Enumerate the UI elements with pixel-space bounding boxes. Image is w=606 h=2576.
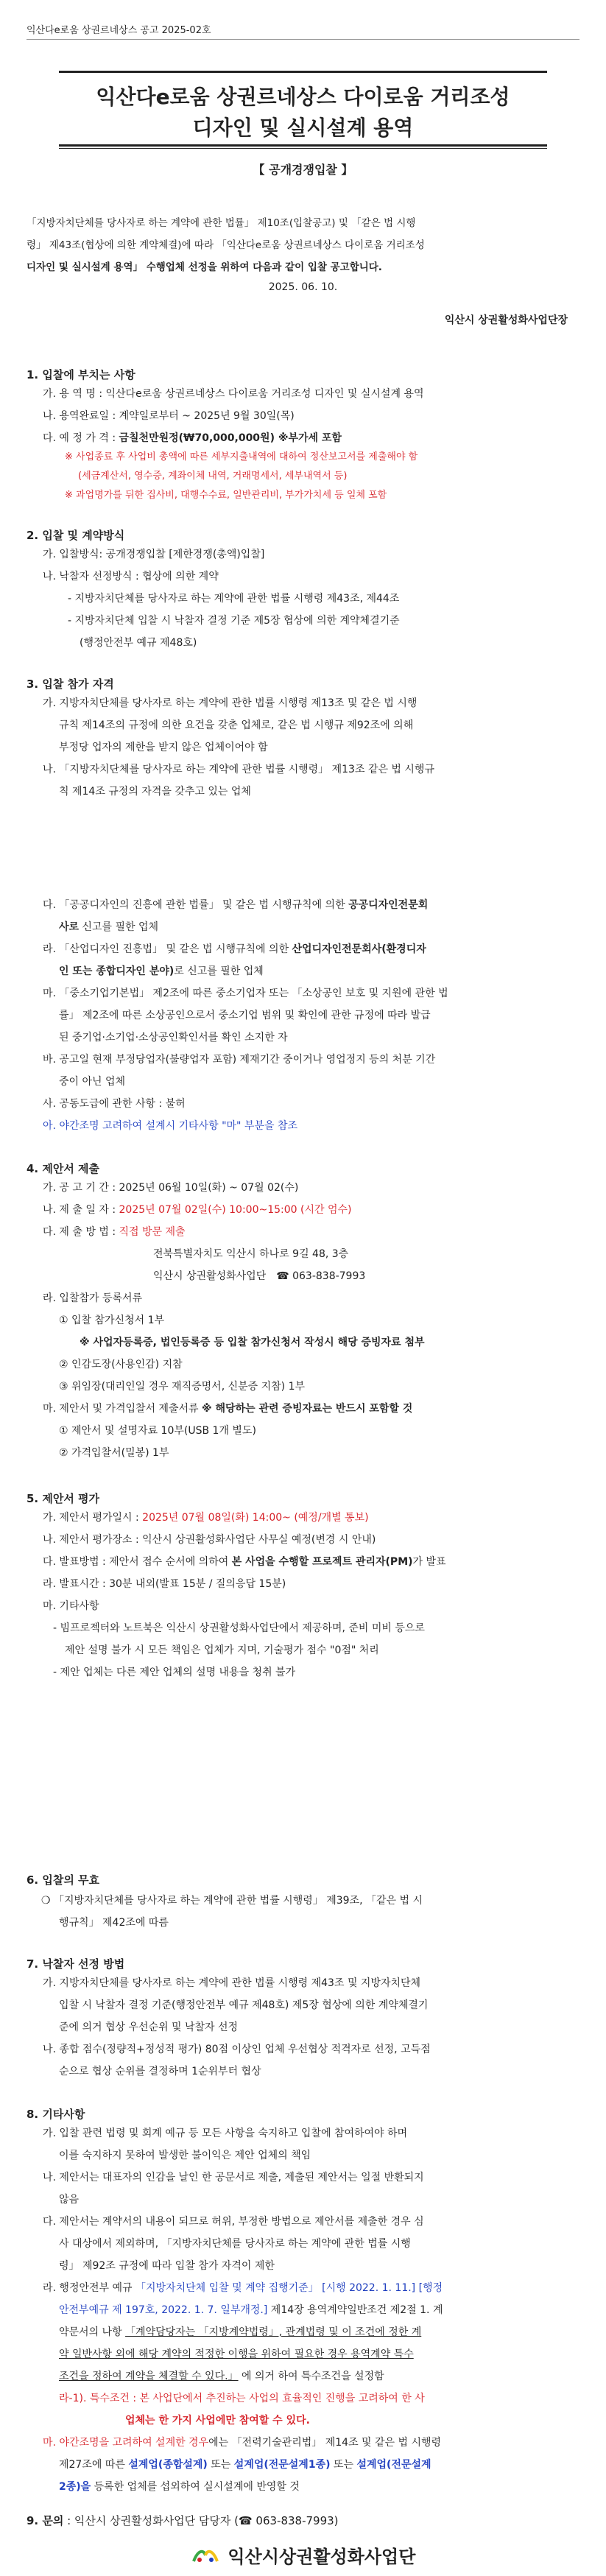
s3-item-f2: 중이 아닌 업체: [59, 1076, 126, 1088]
s3-item-c2: 사로 신고를 필한 업체: [59, 921, 159, 933]
section-4-title: 4. 제안서 제출: [27, 1162, 100, 1175]
s3-item-e2: 률」 제2조에 따른 소상공인으로서 중소기업 범위 및 확인에 관한 규정에 따라 발급: [59, 1010, 431, 1021]
s8-item-e2: 제27조에 따른 설계업(종합설계) 또는 설계업(전문설계1종) 또는 설계업(전문설계: [59, 2459, 431, 2471]
s8-item-e3: 2종)을 등록한 업체를 섭외하여 실시설계에 반영할 것: [59, 2481, 300, 2493]
s8-item-e1: 마. 야간조명을 고려하여 설계한 경우에는 「전력기술관리법」 제14조 및 같은 법 시행령: [43, 2437, 442, 2449]
section-2-title: 2. 입찰 및 계약방식: [27, 529, 125, 542]
s8-item-d-sub2: 업체는 한 가지 사업에만 참여할 수 있다.: [125, 2415, 310, 2427]
s5-item-e2: - 제안 업체는 다른 제안 업체의 설명 내용을 청취 불가: [53, 1667, 296, 1678]
s4-item-d3: ③ 위임장(대리인일 경우 재직증명서, 신분증 지참) 1부: [59, 1381, 306, 1393]
s3-item-c1: 다. 「공공디자인의 진흥에 관한 법률」 및 같은 법 시행규칙에 의한 공공디자인전문회: [43, 899, 429, 911]
s8-item-c3: 령」 제92조 규정에 따라 입찰 참가 자격이 제한: [59, 2260, 275, 2272]
s8-item-d1: 라. 행정안전부 예규 「지방자치단체 입찰 및 계약 집행기준」 [시행 2022. 1. 11.] [행정: [43, 2282, 443, 2294]
document-title-line1: 익산다e로움 상권르네상스 다이로움 거리조성: [96, 85, 510, 109]
evaluation-date: 2025년 07월 08일(화) 14:00~ (예정/개별 통보): [142, 1512, 369, 1524]
s3-item-f1: 바. 공고일 현재 부정당업자(불량업자 포함) 제재기간 중이거나 영업정지 등의 처분 기간: [43, 1054, 436, 1066]
estimated-price: 금칠천만원정(₩70,000,000원) ※부가세 포함: [119, 432, 342, 444]
s3-item-a2: 규칙 제14조의 규정에 의한 요건을 갖춘 업체로, 같은 법 시행규 제92조에 의해: [59, 719, 414, 731]
s4-org: 익산시 상권활성화사업단 ☎ 063-838-7993: [153, 1270, 366, 1282]
s8-item-d2: 안전부예규 제 197호, 2022. 1. 7. 일부개정.] 제14장 용역계약일반조건 제2절 1. 계: [59, 2304, 443, 2316]
title-bottom-rule-thin: [59, 148, 547, 149]
s2-item-b: 나. 낙찰자 선정방식 : 협상에 의한 계약: [43, 571, 219, 583]
s2-item-a: 가. 입찰방식: 공개경쟁입찰 [제한경쟁(총액)입찰]: [43, 549, 265, 560]
intro-line1: 「지방자치단체를 당사자로 하는 계약에 관한 법률」 제10조(입찰공고) 및 「같은 법 시행: [27, 217, 416, 229]
s8-item-c2: 사 대상에서 제외하며, 「지방자치단체를 당사자로 하는 계약에 관한 법률 시행: [59, 2238, 411, 2250]
s8-item-d5: 조건을 정하여 계약을 체결할 수 있다.」 에 의거 하여 특수조건을 설정함: [59, 2371, 384, 2382]
s7-item-a3: 준에 의거 협상 우선순위 및 낙찰자 선정: [59, 2021, 239, 2033]
s4-item-b: 나. 제 출 일 자 : 2025년 07월 02일(수) 10:00~15:00 (시간 엄수): [43, 1204, 352, 1216]
intro-line3: 디자인 및 실시설계 용역」 수행업체 선정을 위하여 다음과 같이 입찰 공고합니다.: [27, 261, 382, 273]
s6-item-a2: 행규칙」 제42조에 따름: [59, 1917, 169, 1929]
section-3-title: 3. 입찰 참가 자격: [27, 678, 114, 691]
s5-item-e1-1: - 빔프로젝터와 노트북은 익산시 상권활성화사업단에서 제공하며, 준비 미비 등으로: [53, 1622, 425, 1634]
s1-note1: ※ 사업종료 후 사업비 총액에 따른 세부지출내역에 대하여 정산보고서를 제출해야 함: [65, 451, 418, 462]
s3-item-g: 사. 공동도급에 관한 사항 : 불허: [43, 1098, 186, 1110]
s5-item-e1-2: 제안 설명 불가 시 모든 책임은 업체가 지며, 기술평가 점수 "0점" 처리: [65, 1644, 379, 1656]
section-6-title: 6. 입찰의 무효: [27, 1873, 100, 1887]
title-top-rule: [59, 71, 547, 73]
s1-item-b: 나. 용역완료일 : 계약일로부터 ~ 2025년 9월 30일(목): [43, 410, 295, 422]
title-bottom-rule: [59, 144, 547, 147]
s1-item-a: 가. 용 역 명 : 익산다e로움 상권르네상스 다이로움 거리조성 디자인 및 실시설계 용역: [43, 388, 424, 400]
s8-item-d-sub1: 라-1). 특수조건 : 본 사업단에서 추진하는 사업의 효율적인 진행을 고려하여 한 사: [59, 2393, 425, 2404]
s6-item-a1: ❍ 「지방자치단체를 당사자로 하는 계약에 관한 법률 시행령」 제39조, 「같은 법 시: [41, 1895, 423, 1907]
s8-item-d3: 약문서의 나항 「계약담당자는 「지방계약법령」, 관계법령 및 이 조건에 정한 계: [59, 2326, 422, 2338]
s7-item-a2: 입찰 시 낙찰자 결정 기준(행정안전부 예규 제48호) 제5장 협상에 의한 계약체결기: [59, 1999, 429, 2011]
section-7-title: 7. 낙찰자 선정 방법: [27, 1957, 125, 1971]
s3-item-b1: 나. 「지방자치단체를 당사자로 하는 계약에 관한 법률 시행령」 제13조 같은 법 시행규: [43, 764, 434, 775]
s5-item-a: 가. 제안서 평가일시 : 2025년 07월 08일(화) 14:00~ (예정/개별 통보): [43, 1512, 369, 1524]
s7-item-b1: 나. 종합 점수(정량적+정성적 평가) 80점 이상인 업체 우선협상 적격자로 선정, 고득점: [43, 2044, 431, 2055]
s3-item-d1: 라. 「산업디자인 진흥법」 및 같은 법 시행규칙에 의한 산업디자인전문회사(환경디자: [43, 943, 426, 955]
header-divider: [27, 39, 579, 40]
s2-item-b1: - 지방자치단체를 당사자로 하는 계약에 관한 법률 시행령 제43조, 제44조: [68, 593, 400, 605]
document-title-line2: 디자인 및 실시설계 용역: [192, 116, 414, 140]
s3-item-a1: 가. 지방자치단체를 당사자로 하는 계약에 관한 법률 시행령 제13조 및 같은 법 시행: [43, 697, 417, 709]
s7-item-a1: 가. 지방자치단체를 당사자로 하는 계약에 관한 법률 시행령 제43조 및 지방자치단체: [43, 1977, 421, 1989]
section-5-title: 5. 제안서 평가: [27, 1492, 100, 1505]
s1-note3: ※ 과업명가를 뒤한 집사비, 대행수수료, 일반관리비, 부가가치세 등 일체 포함: [65, 490, 387, 501]
s2-item-b3: (행정안전부 예규 제48호): [80, 637, 197, 649]
s8-item-a1: 가. 입찰 관련 법령 및 회계 예규 등 모든 사항을 숙지하고 입찰에 참여하여야 하며: [43, 2128, 408, 2139]
s2-item-b2: - 지방자치단체 입찰 시 낙찰자 결정 기준 제5장 협상에 의한 계약체결기준: [68, 615, 400, 627]
s3-item-d2: 인 또는 종합디자인 분야)로 신고를 필한 업체: [59, 965, 264, 977]
intro-line2: 령」 제43조(협상에 의한 계약체결)에 따라 「익산다e로움 상권르네상스 다이로움 거리조성: [27, 239, 425, 251]
section-1-title: 1. 입찰에 부치는 사항: [27, 368, 135, 381]
s7-item-b2: 순으로 협상 순위를 결정하며 1순위부터 협상: [59, 2066, 261, 2077]
s8-item-d4: 약 일반사항 외에 해당 계약의 적정한 이행을 위하여 필요한 경우 용역계약 특수: [59, 2348, 414, 2360]
document-date: 2025. 06. 10.: [268, 281, 338, 293]
org-logo-mark-icon: [191, 2545, 220, 2566]
s5-item-c: 다. 발표방법 : 제안서 접수 순서에 의하여 본 사업을 수행할 프로젝트 관리자(PM)가 발표: [43, 1556, 446, 1568]
section-9-inquiry: 9. 문의 : 익산시 상권활성화사업단 담당자 (☎ 063-838-7993): [27, 2514, 339, 2527]
s3-item-e1: 마. 「중소기업기본법」 제2조에 따른 중소기업자 또는 「소상공인 보호 및 지원에 관한 법: [43, 988, 448, 999]
s4-item-e2: ② 가격입찰서(밀봉) 1부: [59, 1447, 169, 1459]
s4-item-d2: ② 인감도장(사용인감) 지참: [59, 1359, 183, 1370]
s3-item-a3: 부정당 업자의 제한을 받지 않은 업체이어야 함: [59, 742, 268, 753]
s4-item-d1-note: ※ 사업자등록증, 법인등록증 등 입찰 참가신청서 작성시 해당 증빙자료 첨부: [80, 1337, 425, 1348]
s1-item-c: 다. 예 정 가 격 : 금칠천만원정(₩70,000,000원) ※부가세 포함: [43, 432, 342, 444]
bid-type-badge: 【 공개경쟁입찰 】: [253, 163, 353, 177]
notice-id: 익산다e로움 상권르네상스 공고 2025-02호: [27, 25, 211, 36]
s8-item-b2: 않음: [59, 2194, 80, 2206]
s3-item-b2: 칙 제14조 규정의 자격을 갖추고 있는 업체: [59, 786, 251, 798]
s3-item-e3: 된 중기업·소기업·소상공인확인서를 확인 소지한 자: [59, 1032, 288, 1044]
s4-address: 전북특별자치도 익산시 하나로 9길 48, 3층: [153, 1248, 349, 1260]
section-8-title: 8. 기타사항: [27, 2108, 85, 2121]
document-issuer: 익산시 상권활성화사업단장: [444, 314, 568, 326]
submission-date: 2025년 07월 02일(수) 10:00~15:00 (시간 엄수): [119, 1204, 352, 1216]
s4-item-d1: ① 입찰 참가신청서 1부: [59, 1315, 165, 1326]
phone-number: ☎ 063-838-7993: [276, 1270, 366, 1282]
s3-item-h: 아. 야간조명 고려하여 설계시 기타사항 "마" 부분을 참조: [43, 1120, 298, 1132]
s4-item-e1: ① 제안서 및 설명자료 10부(USB 1개 별도): [59, 1425, 256, 1437]
s8-item-c1: 다. 제안서는 계약서의 내용이 되므로 허위, 부정한 방법으로 제안서를 제출한 경우 심: [43, 2216, 424, 2228]
s5-item-b: 나. 제안서 평가장소 : 익산시 상권활성화사업단 사무실 예정(변경 시 안내): [43, 1534, 376, 1546]
s8-item-a2: 이를 숙지하지 못하여 발생한 불이익은 제안 업체의 책임: [59, 2150, 311, 2161]
s5-item-d: 라. 발표시간 : 30분 내외(발표 15분 / 질의응답 15분): [43, 1578, 286, 1590]
org-name: 익산시상권활성화사업단: [228, 2547, 416, 2567]
s4-item-c: 다. 제 출 방 법 : 직접 방문 제출: [43, 1226, 186, 1238]
s1-note2: (세금계산서, 영수증, 계좌이체 내역, 거래명세서, 세부내역서 등): [78, 471, 348, 482]
s8-item-b1: 나. 제안서는 대표자의 인감을 날인 한 공문서로 제출, 제출된 제안서는 일절 반환되지: [43, 2172, 424, 2183]
s5-item-e: 마. 기타사항: [43, 1600, 99, 1612]
s4-item-a: 가. 공 고 기 간 : 2025년 06월 10일(화) ~ 07월 02(수): [43, 1182, 299, 1194]
s4-item-d: 라. 입찰참가 등록서류: [43, 1292, 143, 1304]
footer-logo: [0, 2542, 606, 2568]
s4-item-e: 마. 제안서 및 가격입찰서 제출서류 ※ 해당하는 관련 증빙자료는 반드시 포함할 것: [43, 1403, 413, 1415]
